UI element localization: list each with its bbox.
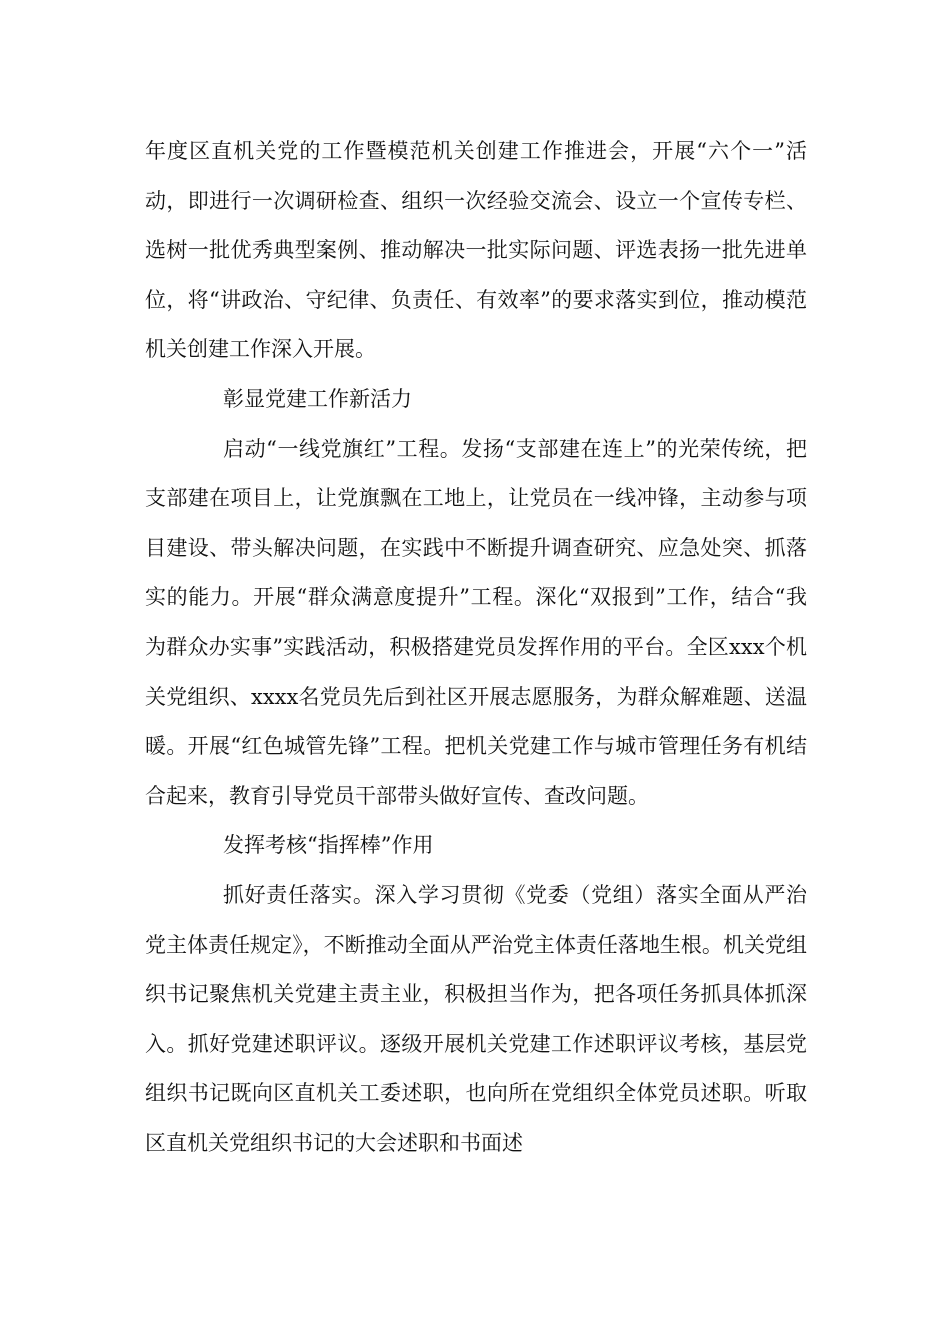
paragraph-responsibility: 抓好责任落实。深入学习贯彻《党委（党组）落实全面从严治党主体责任规定》，不断推动全面从严治党主体责任落地生根。机关党组织书记聚焦机关党建主责主业，积极担当作为，把各项任务抓具体抓深入。抓好党建述职评议。逐级开展机关党建工作述职评议考核，基层党组织书记既向区直机关工委述职，也向所在党组织全体党员述职。听取区直机关党组织书记的大会述职和书面述 bbox=[145, 882, 807, 1155]
paragraph-party-projects: 启动“一线党旗红”工程。发扬“支部建在连上”的光荣传统，把支部建在项目上，让党旗飘在工地上，让党员在一线冲锋，主动参与项目建设、带头解决问题，在实践中不断提升调查研究、应急处突、抓落实的能力。开展“群众满意度提升”工程。深化“双报到”工作，结合“我为群众办实事”实践活动，积极搭建党员发挥作用的平台。全区xxx个机关党组织、xxxx名党员先后到社区开展志愿服务，为群众解难题、送温暖。开展“红色城管先锋”工程。把机关党建工作与城市管理任务有机结合起来，教育引导党员干部带头做好宣传、查改问题。 bbox=[145, 436, 807, 808]
section-heading-assessment-baton: 发挥考核“指挥棒”作用 bbox=[223, 833, 434, 858]
document-body bbox=[145, 127, 807, 1168]
section-heading-party-vitality: 彰显党建工作新活力 bbox=[223, 386, 412, 411]
paragraph-continuation: 年度区直机关党的工作暨模范机关创建工作推进会，开展“六个一”活动，即进行一次调研检查、组织一次经验交流会、设立一个宣传专栏、选树一批优秀典型案例、推动解决一批实际问题、评选表扬一批先进单位，将“讲政治、守纪律、负责任、有效率”的要求落实到位，推动模范机关创建工作深入开展。 bbox=[145, 139, 807, 362]
